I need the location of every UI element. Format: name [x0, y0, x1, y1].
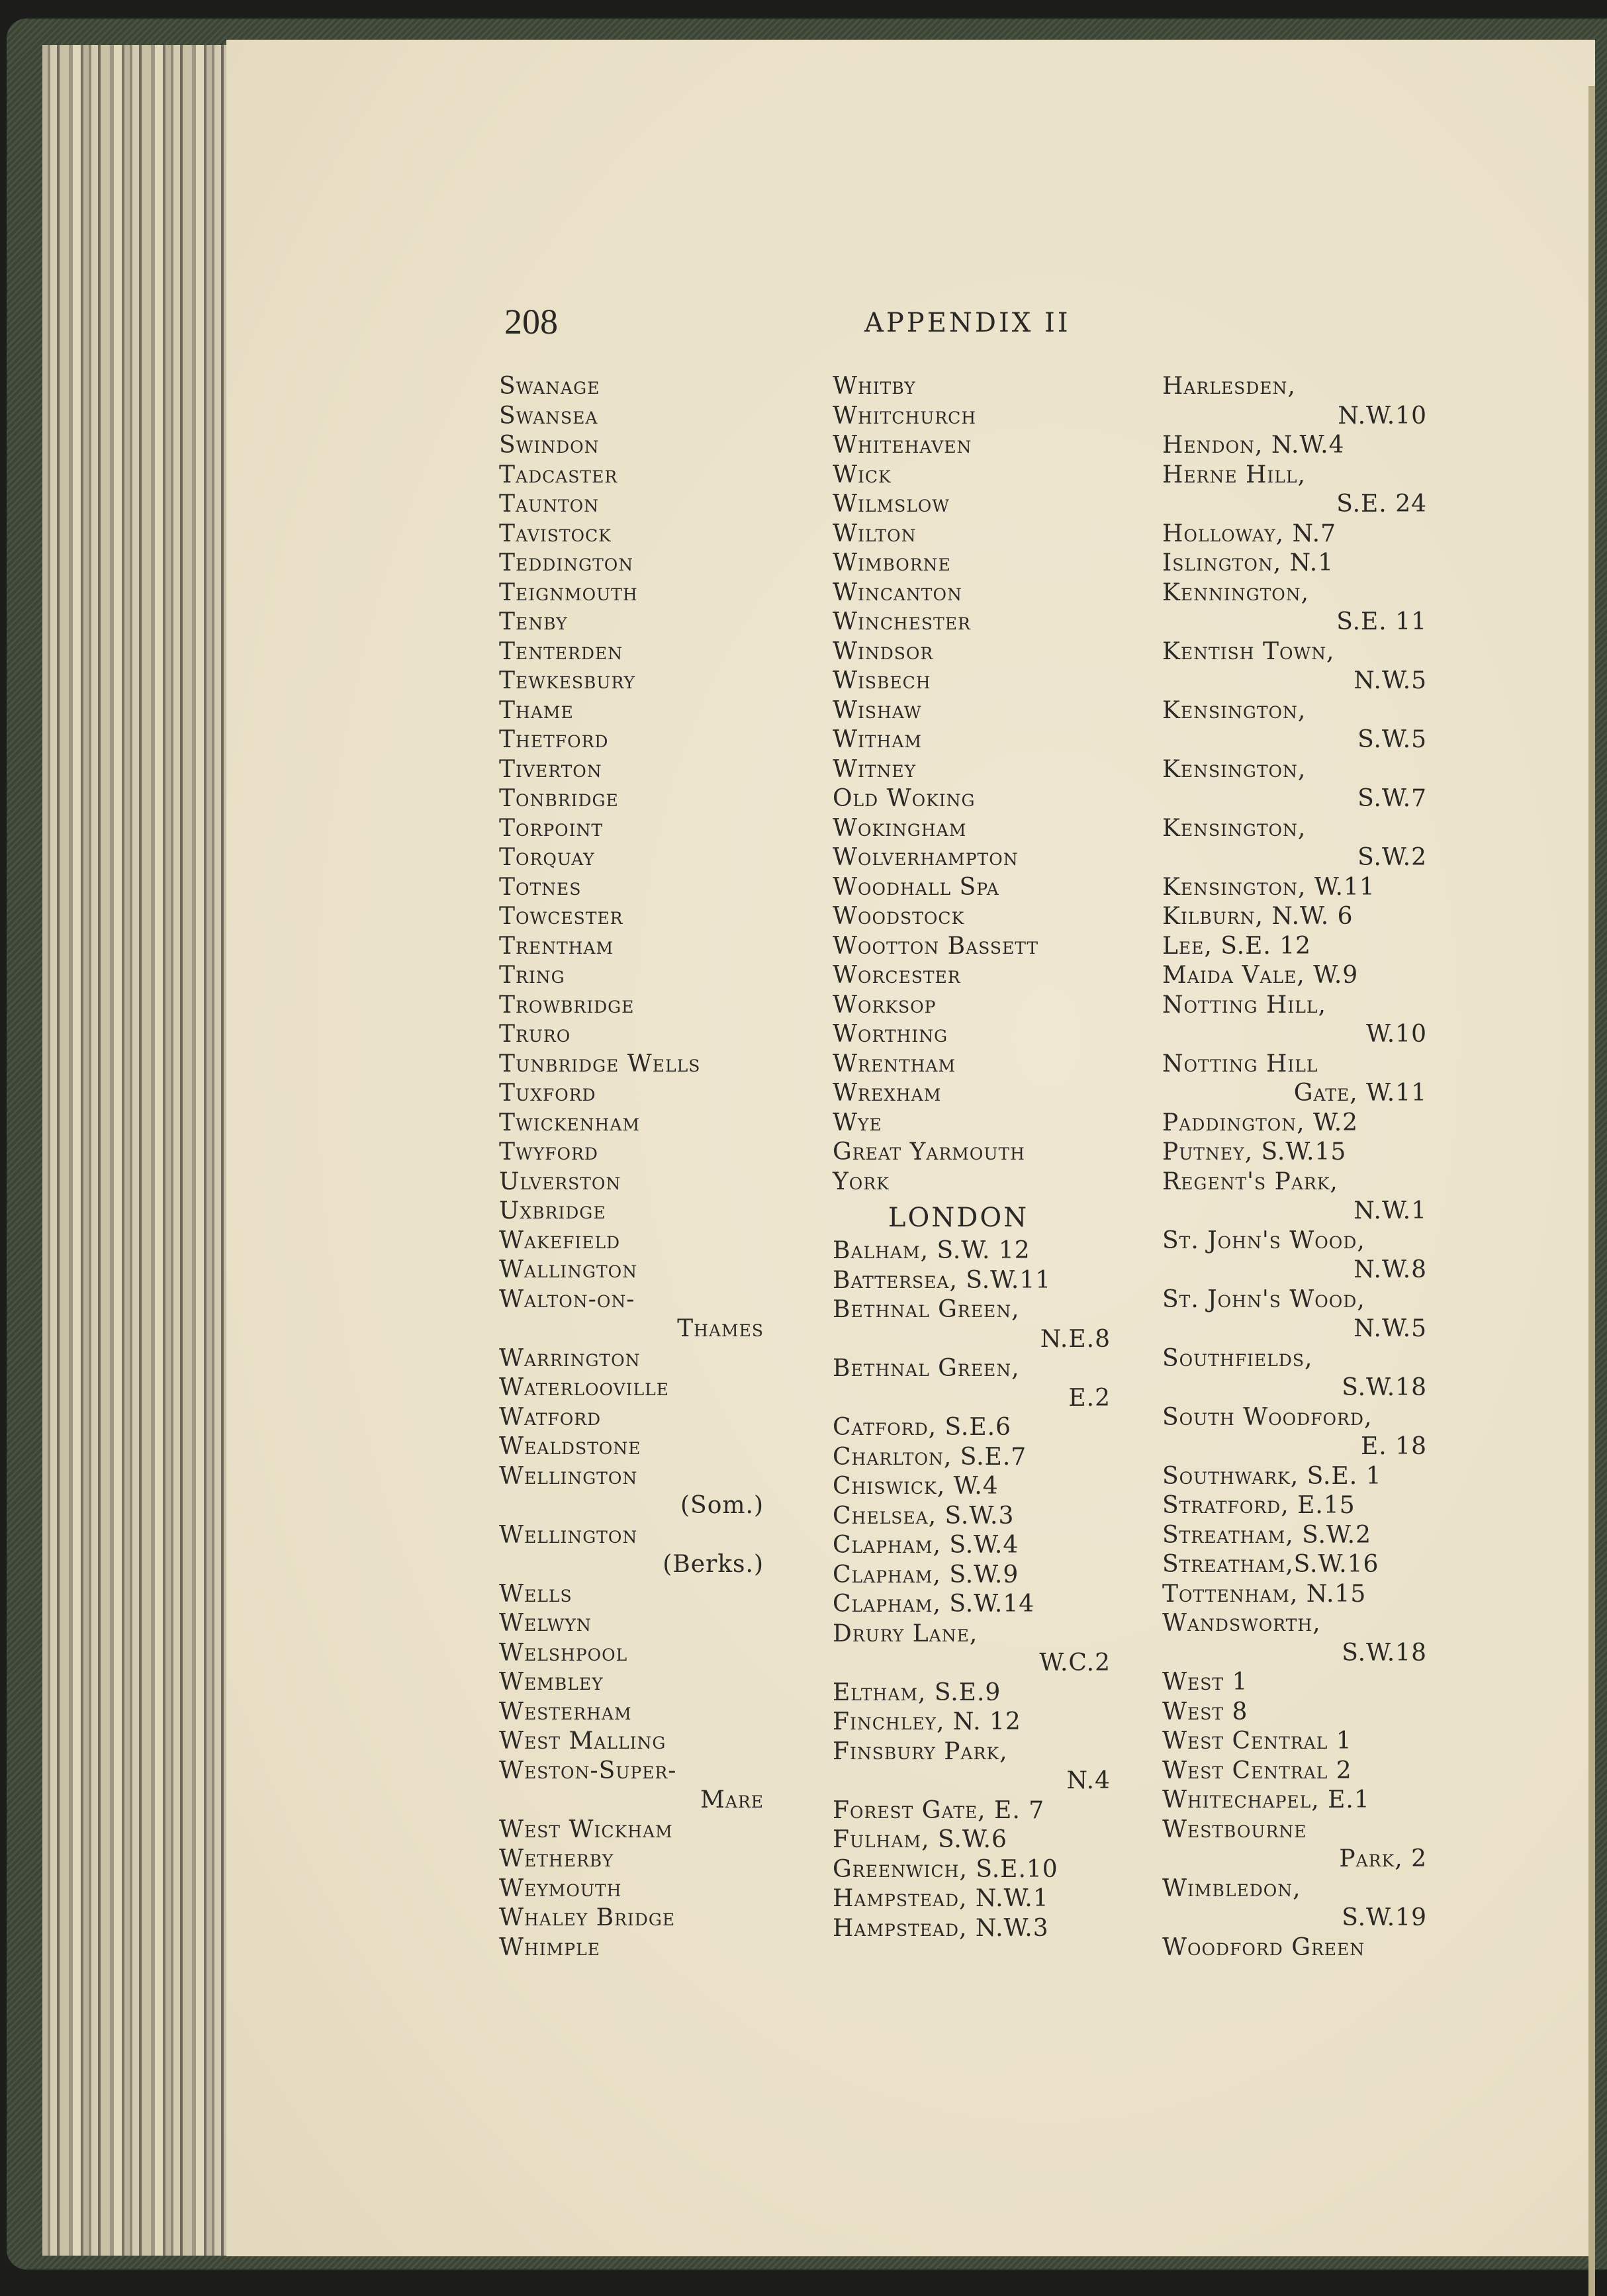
page-edges: [42, 45, 229, 2256]
place-entry: Finsbury Park,: [833, 1737, 1008, 1765]
place-entry: Wealdstone: [499, 1433, 641, 1460]
place-entry: Wallington: [499, 1256, 638, 1283]
place-entry: Totnes: [499, 873, 582, 901]
place-entry: Waterlooville: [499, 1374, 669, 1401]
place-entry: Wishaw: [833, 696, 922, 724]
place-entry: Whitechapel, E.1: [1162, 1786, 1370, 1814]
place-entry: Tottenham, N.15: [1162, 1580, 1367, 1608]
column-3: [1162, 372, 1427, 1962]
place-entry: Bethnal Green,: [833, 1296, 1020, 1323]
place-entry-note: (Som.): [680, 1492, 764, 1519]
place-entry: Wick: [833, 461, 892, 488]
place-entry: Old Woking: [833, 785, 976, 812]
place-entry: South Woodford,: [1162, 1403, 1373, 1431]
place-entry: West 1: [1162, 1669, 1248, 1696]
place-entry: Forest Gate, E. 7: [833, 1796, 1045, 1824]
place-entry: Notting Hill,: [1162, 991, 1326, 1019]
place-entry: Wakefield: [499, 1226, 621, 1254]
place-entry-continuation: S.W.18: [1342, 1374, 1427, 1401]
place-entry-continuation: N.W.5: [1354, 1315, 1427, 1342]
place-entry: Kilburn, N.W. 6: [1162, 903, 1354, 930]
place-entry: Tuxford: [499, 1079, 596, 1107]
place-entry: Towcester: [499, 903, 623, 930]
place-entry: Woodstock: [833, 903, 965, 930]
place-entry: Eltham, S.E.9: [833, 1678, 1001, 1706]
place-entry: Whaley Bridge: [499, 1904, 676, 1931]
place-entry: Kentish Town,: [1162, 637, 1335, 665]
place-entry-continuation: S.W.7: [1357, 785, 1427, 812]
place-entry: Weymouth: [499, 1874, 622, 1902]
place-entry: Welshpool: [499, 1639, 628, 1667]
place-entry: Woodhall Spa: [833, 873, 999, 901]
place-entry: Drury Lane,: [833, 1620, 978, 1647]
place-entry: Putney, S.W.15: [1162, 1138, 1347, 1166]
place-entry: Tewkesbury: [499, 667, 636, 694]
place-entry: Holloway, N.7: [1162, 520, 1337, 547]
place-entry: Fulham, S.W.6: [833, 1826, 1007, 1853]
place-entry: Welwyn: [499, 1610, 592, 1637]
place-entry: Teignmouth: [499, 578, 638, 606]
section-heading-london: LONDON: [888, 1203, 1029, 1233]
place-entry-continuation: Mare: [700, 1786, 764, 1814]
place-entry: Herne Hill,: [1162, 461, 1306, 488]
place-entry: Bethnal Green,: [833, 1355, 1020, 1382]
place-entry: Wells: [499, 1580, 573, 1608]
place-entry: Tonbridge: [499, 785, 619, 812]
place-entry: Chiswick, W.4: [833, 1473, 999, 1500]
place-entry: Wellington: [499, 1462, 638, 1490]
place-entry: Paddington, W.2: [1162, 1109, 1359, 1136]
place-entry: Harlesden,: [1162, 373, 1296, 400]
place-entry: Thame: [499, 696, 574, 724]
place-entry: Swindon: [499, 432, 600, 459]
place-entry: Kensington,: [1162, 755, 1307, 783]
place-entry: Whimple: [499, 1933, 600, 1961]
place-entry-continuation: N.4: [1066, 1767, 1111, 1794]
place-entry-continuation: S.E. 11: [1336, 608, 1427, 635]
place-entry: Catford, S.E.6: [833, 1414, 1011, 1441]
place-entry: Worcester: [833, 962, 961, 989]
place-entry-continuation: N.W.8: [1354, 1256, 1427, 1283]
place-entry: Swansea: [499, 402, 598, 430]
place-entry: Thetford: [499, 726, 609, 753]
place-entry: Wetherby: [499, 1845, 614, 1872]
place-entry: Witney: [833, 755, 917, 783]
place-entry: Kensington, W.11: [1162, 873, 1375, 901]
place-entry: Tadcaster: [499, 461, 618, 488]
place-entry-continuation: Thames: [677, 1315, 764, 1342]
place-entry: Swanage: [499, 373, 600, 400]
place-entry: Streatham, S.W.2: [1162, 1521, 1371, 1549]
place-entry: West Malling: [499, 1727, 666, 1755]
place-entry: Charlton, S.E.7: [833, 1443, 1027, 1471]
place-entry: Weston-Super-: [499, 1757, 677, 1784]
place-entry: Balham, S.W. 12: [833, 1237, 1031, 1264]
place-entry: Wimbledon,: [1162, 1874, 1301, 1902]
place-entry: Kensington,: [1162, 814, 1307, 842]
place-entry: Uxbridge: [499, 1197, 606, 1224]
place-entry: Worthing: [833, 1021, 948, 1048]
place-entry: West Central 1: [1162, 1727, 1352, 1755]
place-entry: York: [833, 1168, 890, 1195]
place-entry: Maida Vale, W.9: [1162, 962, 1359, 989]
place-entry: Tunbridge Wells: [499, 1050, 701, 1078]
place-entry-continuation: E. 18: [1361, 1433, 1427, 1460]
place-entry: Regent's Park,: [1162, 1168, 1338, 1195]
place-entry: Warrington: [499, 1344, 641, 1372]
column-1: [499, 372, 764, 1962]
place-entry: Hendon, N.W.4: [1162, 432, 1345, 459]
place-entry-continuation: S.W.2: [1357, 844, 1427, 871]
place-entry: Clapham, S.W.9: [833, 1561, 1019, 1588]
place-entry: Chelsea, S.W.3: [833, 1502, 1015, 1530]
place-entry: Witham: [833, 726, 923, 753]
place-entry: Kennington,: [1162, 578, 1310, 606]
page-right-edge: [1588, 86, 1595, 2296]
place-entry: Trentham: [499, 932, 614, 960]
place-entry: Tenterden: [499, 637, 623, 665]
place-entry: Wandsworth,: [1162, 1610, 1321, 1637]
place-entry: Lee, S.E. 12: [1162, 932, 1312, 960]
place-entry-continuation: N.W.1: [1354, 1197, 1427, 1224]
place-entry: Wimborne: [833, 549, 951, 576]
place-entry: Wilmslow: [833, 490, 950, 518]
place-entry-continuation: S.W.18: [1342, 1639, 1427, 1667]
place-entry: Wellington: [499, 1521, 638, 1549]
place-entry: Wolverhampton: [833, 844, 1019, 871]
place-entry: Whitchurch: [833, 402, 977, 430]
place-entry: Tiverton: [499, 755, 602, 783]
place-entry: West Central 2: [1162, 1757, 1352, 1784]
place-entry-continuation: N.E.8: [1040, 1325, 1111, 1353]
place-entry-continuation: E.2: [1068, 1384, 1111, 1412]
place-entry: Trowbridge: [499, 991, 635, 1019]
place-entry: Watford: [499, 1403, 602, 1431]
place-entry: Wrexham: [833, 1079, 942, 1107]
page-number: 208: [504, 302, 558, 342]
place-entry: Finchley, N. 12: [833, 1708, 1021, 1735]
place-entry: Taunton: [499, 490, 600, 518]
place-entry: Teddington: [499, 549, 634, 576]
running-head: APPENDIX II: [864, 308, 1071, 338]
place-entry: Twyford: [499, 1138, 598, 1166]
place-entry: Tavistock: [499, 520, 612, 547]
place-entry: St. John's Wood,: [1162, 1285, 1365, 1313]
place-entry: West 8: [1162, 1698, 1248, 1725]
place-entry: Wokingham: [833, 814, 967, 842]
place-entry: Whitehaven: [833, 432, 972, 459]
place-entry: Clapham, S.W.14: [833, 1590, 1035, 1618]
place-entry-continuation: W.10: [1366, 1021, 1427, 1048]
place-entry: Hampstead, N.W.3: [833, 1914, 1049, 1942]
place-entry: Stratford, E.15: [1162, 1492, 1355, 1519]
place-entry-continuation: N.W.5: [1354, 667, 1427, 694]
place-entry: Westerham: [499, 1698, 632, 1725]
place-entry: West Wickham: [499, 1815, 673, 1843]
place-entry-continuation: W.C.2: [1039, 1649, 1111, 1676]
place-entry: Tenby: [499, 608, 568, 635]
place-entry-note: (Berks.): [663, 1551, 764, 1578]
place-entry-continuation: S.W.5: [1357, 726, 1427, 753]
place-entry: Wincanton: [833, 578, 962, 606]
place-entry: Islington, N.1: [1162, 549, 1334, 576]
place-entry: Southfields,: [1162, 1344, 1313, 1372]
place-entry: Streatham,S.W.16: [1162, 1551, 1379, 1578]
place-entry: Torpoint: [499, 814, 604, 842]
place-entry-continuation: Gate, W.11: [1293, 1079, 1427, 1107]
place-entry: Windsor: [833, 637, 934, 665]
place-entry: Westbourne: [1162, 1815, 1307, 1843]
place-entry: Torquay: [499, 844, 595, 871]
place-entry: Battersea, S.W.11: [833, 1266, 1052, 1294]
place-entry: Winchester: [833, 608, 971, 635]
place-entry: Wrentham: [833, 1050, 956, 1078]
place-entry: Wye: [833, 1109, 882, 1136]
place-entry: Great Yarmouth: [833, 1138, 1025, 1166]
place-entry: St. John's Wood,: [1162, 1226, 1365, 1254]
place-entry: Wilton: [833, 520, 917, 547]
place-entry: Twickenham: [499, 1109, 640, 1136]
place-entry: Whitby: [833, 373, 916, 400]
place-entry: Greenwich, S.E.10: [833, 1855, 1058, 1883]
place-entry: Worksop: [833, 991, 937, 1019]
place-entry: Wisbech: [833, 667, 931, 694]
page-header: [226, 301, 1595, 347]
place-entry-continuation: S.W.19: [1342, 1904, 1427, 1931]
column-2: [833, 372, 1111, 1943]
place-entry: Hampstead, N.W.1: [833, 1885, 1049, 1912]
place-entry: Wembley: [499, 1669, 604, 1696]
place-entry: Kensington,: [1162, 696, 1307, 724]
place-entry: Woodford Green: [1162, 1933, 1365, 1961]
place-entry: Southwark, S.E. 1: [1162, 1462, 1382, 1490]
place-entry: Notting Hill: [1162, 1050, 1318, 1078]
book-page: [226, 40, 1595, 2256]
place-entry: Tring: [499, 962, 565, 989]
place-entry-continuation: S.E. 24: [1336, 490, 1427, 518]
place-entry: Walton-on-: [499, 1285, 635, 1313]
place-entry: Ulverston: [499, 1168, 621, 1195]
place-entry: Truro: [499, 1021, 571, 1048]
place-entry-continuation: N.W.10: [1338, 402, 1427, 430]
place-entry: Clapham, S.W.4: [833, 1532, 1019, 1559]
place-entry-continuation: Park, 2: [1339, 1845, 1427, 1872]
place-entry: Wootton Bassett: [833, 932, 1039, 960]
